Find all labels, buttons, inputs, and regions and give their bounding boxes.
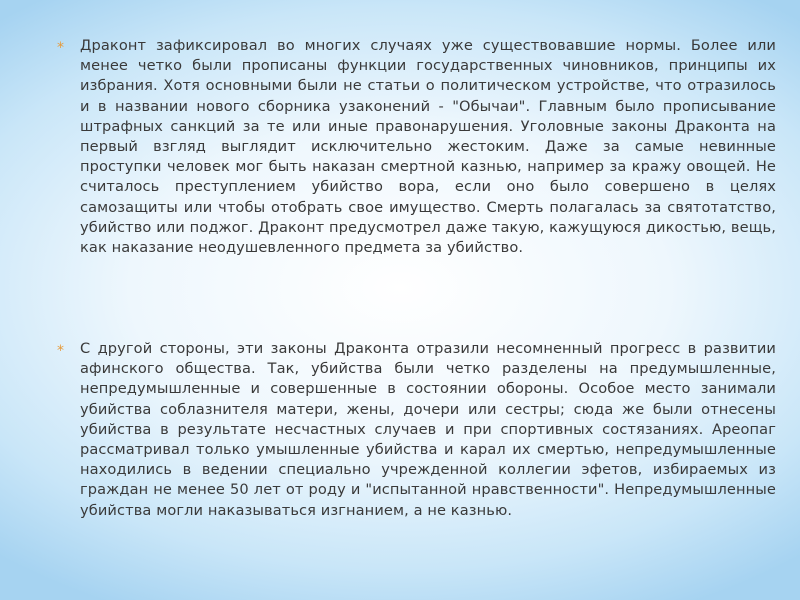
paragraph-1 xyxy=(57,36,776,258)
bullet-icon: * xyxy=(57,343,64,359)
paragraph-2-text: С другой стороны, эти законы Драконта отразили несомненный прогресс в развитии афинского общества. Так, убийства были четко разделены на предумышленные, непредумышленные и совершенные в состоянии обороны. Особое место занимали убийства соблазнителя матери, жены, дочери или сестры; сюда же были отнесены убийства в результате несчастных случаев и при спортивных состязаниях. Ареопаг рассматривал только умышленные убийства и карал их смертью, непредумышленные находились в ведении специально учрежденной коллегии эфетов, избираемых из граждан не менее 50 лет от роду и "испытанной нравственности". Непредумышленные убийства могли наказываться изгнанием, а не казнью. xyxy=(80,340,776,519)
paragraph-2 xyxy=(57,339,776,521)
bullet-icon: * xyxy=(57,40,64,56)
paragraph-1-text: Драконт зафиксировал во многих случаях уже существовавшие нормы. Более или менее четко были прописаны функции государственных чиновников, принципы их избрания. Хотя основными были не статьи о политическом устройстве, что отразилось и в названии нового сборника узаконений - "Обычаи". Главным было прописывание штрафных санкций за те или иные правонарушения. Уголовные законы Драконта на первый взгляд выглядит исключительно жестоким. Даже за самые невинные проступки человек мог быть наказан смертной казнью, например за кражу овощей. Не считалось преступлением убийство вора, если оно было совершено в целях самозащиты или чтобы отобрать свое имущество. Смерть полагалась за святотатство, убийство или поджог. Драконт предусмотрел даже такую, кажущуюся дикостью, вещь, как наказание неодушевленного предмета за убийство. xyxy=(80,37,776,257)
